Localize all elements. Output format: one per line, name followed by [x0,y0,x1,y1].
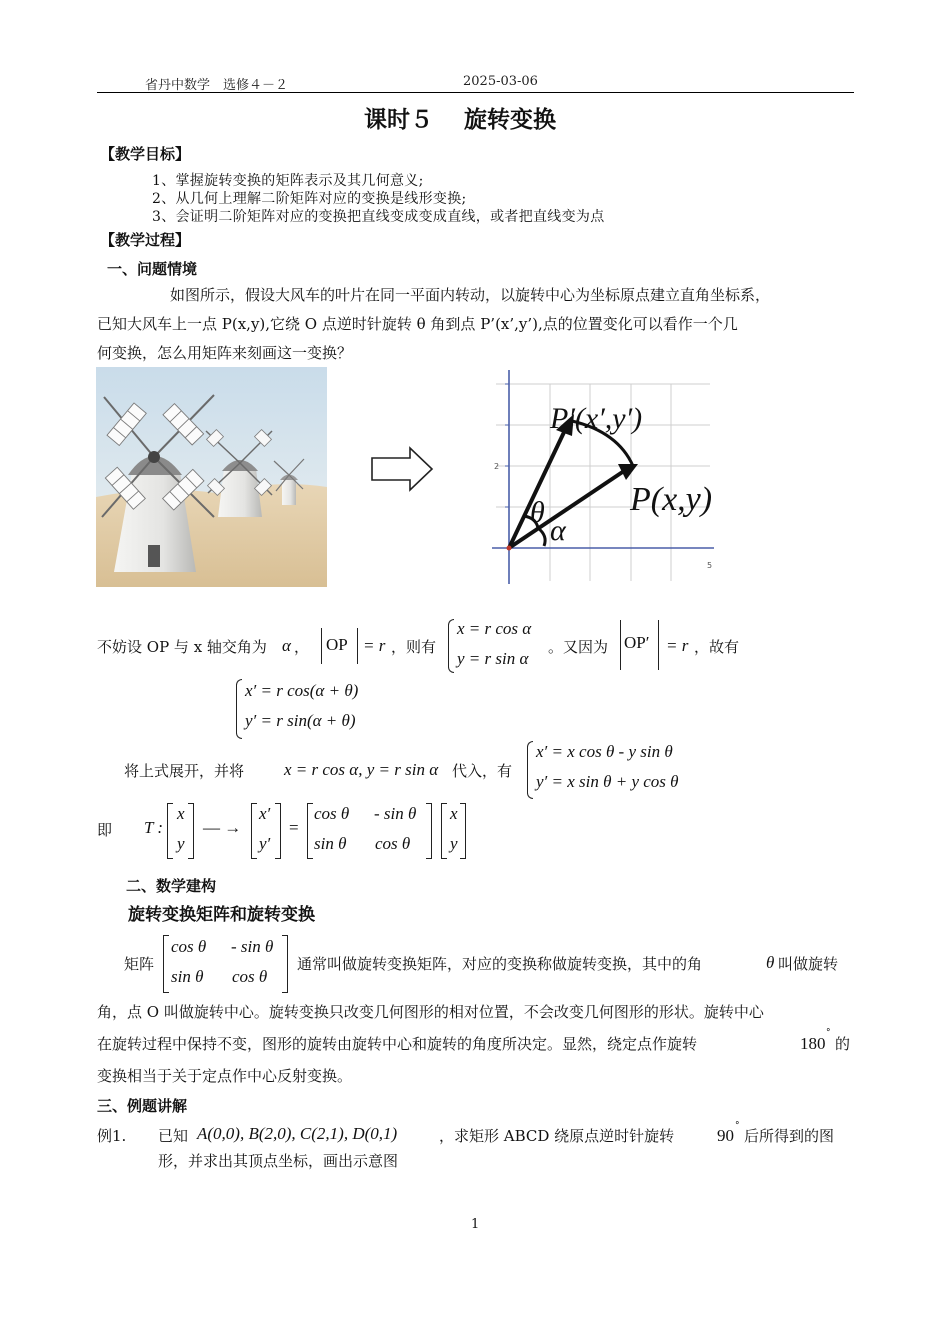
label-alpha: α [550,514,566,547]
tick-y-label: 2 [494,462,500,471]
abs-bar2-left [620,620,621,670]
windmill-picture [96,367,327,587]
vec3-bracket-right [460,803,466,859]
eq-sign: = [289,818,299,837]
example-points: A(0,0), B(2,0), C(2,1), D(0,1) [197,1124,398,1143]
t-label: T : [144,818,164,837]
goals-heading: 【教学目标】 [100,145,191,163]
section1-line-3: 何变换，怎么用矩阵来刻画这一变换？ [97,344,353,362]
matrix-m12: - sin θ [374,804,417,823]
vec1-y: y [177,834,185,853]
vec1-bracket-left [167,803,173,859]
subst-expr: x = r cos α, y = r sin α [284,760,439,779]
matrix-word: 矩阵 [124,955,155,973]
vec2-bracket-left [251,803,257,859]
sys1-line1: x = r cos α [457,619,532,638]
section2-theta: θ [766,953,775,972]
vec1-x: x [177,804,185,823]
header-rule [97,92,854,93]
matrix-bracket-left [307,803,313,859]
matrix-m11: cos θ [314,804,350,823]
sys1-line2: y = r sin α [457,649,529,668]
then-has: ，则有 [391,638,437,656]
deriv-intro: 不妨设 OP 与 x 轴交角为 [97,638,267,656]
abs-bar-left [321,628,322,664]
eq-r: = r [363,636,386,655]
system1-brace [448,619,454,673]
sys3-line2: y′ = x sin θ + y cos θ [536,772,679,791]
section3-heading: 三、例题讲解 [97,1097,188,1115]
example-text-b: ，求矩形 ABCD 绕原点逆时针旋转 [439,1127,675,1145]
matrix-m22: cos θ [375,834,411,853]
example-text-a: 已知 [158,1127,189,1145]
expand-text-a: 将上式展开，并将 [124,762,245,780]
rot-matrix-m21: sin θ [171,967,204,986]
page-title: 课时５ 旋转变换 [364,107,557,133]
rot-matrix-bracket-left [163,935,169,993]
vec3-y: y [450,834,458,853]
goal-item-3: 3、会证明二阶矩阵对应的变换把直线变成变成直线，或者把直线变为点 [152,209,605,225]
section1-line-1: 如图所示，假设大风车的叶片在同一平面内转动，以旋转中心为坐标原点建立直角坐标系， [170,286,771,304]
ji-text: 即 [97,821,113,839]
sys2-line2: y′ = r sin(α + θ) [245,711,356,730]
goal-item-1: 1、掌握旋转变换的矩阵表示及其几何意义; [152,173,424,189]
deriv-alpha: α [282,636,291,655]
vec2-x: x′ [259,804,271,823]
abs-op: OP [326,635,348,654]
rot-matrix-m11: cos θ [171,937,207,956]
section2-heading: 二、数学建构 [126,877,217,895]
system3-brace [527,741,533,799]
eq-r2: = r [666,636,689,655]
goal-item-2: 2、从几何上理解二阶矩阵对应的变换是线形变换; [152,191,467,207]
system2-brace [236,679,242,739]
section1-line-2: 已知大风车上一点 P(x,y),它绕 O 点逆时针旋转 θ 角到点 P’(x’,y’),点的位置变化可以看作一个几 [97,315,738,333]
example-text-c: 后所得到的图 [744,1127,835,1145]
transform-arrow-icon [370,446,436,492]
section2-text-b: 叫做旋转 [778,955,839,973]
map-arrow: — → [203,818,242,837]
deg-sym-90: ° [735,1121,740,1131]
also-text: 。又因为 [548,638,609,656]
section2-text-a: 通常叫做旋转变换矩阵，对应的变换称做旋转变换，其中的角 [297,955,703,973]
vec3-x: x [450,804,458,823]
sys2-line1: x′ = r cos(α + θ) [245,681,359,700]
rotation-figure [478,366,718,588]
section2-line-3b: 的 [835,1035,851,1053]
header-date: 2025-03-06 [463,74,538,89]
rot-matrix-m22: cos θ [232,967,268,986]
deg-sym-180: ° [826,1028,831,1038]
label-p: P(x,y) [630,481,713,518]
sys3-line1: x′ = x cos θ - y sin θ [536,742,673,761]
rot-matrix-bracket-right [282,935,288,993]
page-number: 1 [471,1217,480,1232]
example-line-2: 形，并求出其顶点坐标，画出示意图 [158,1152,399,1170]
matrix-bracket-right [426,803,432,859]
matrix-m21: sin θ [314,834,347,853]
section2-subheading: 旋转变换矩阵和旋转变换 [128,905,315,925]
vec3-bracket-left [441,803,447,859]
vec2-y: y′ [259,834,271,853]
rot-matrix-m12: - sin θ [231,937,274,956]
process-heading: 【教学过程】 [100,231,191,249]
so-text: ，故有 [694,638,740,656]
section2-line-3: 在旋转过程中保持不变，图形的旋转由旋转中心和旋转的角度所决定。显然，绕定点作旋转 [97,1035,698,1053]
deriv-comma: ， [294,638,310,656]
abs-bar2-right [658,620,659,670]
vec1-bracket-right [188,803,194,859]
header-course: 省丹中数学 选修４－２ [145,78,289,93]
abs-op-prime: OP′ [624,633,650,652]
abs-bar-right [357,628,358,664]
deg-90: 90 [717,1126,734,1145]
vec2-bracket-right [275,803,281,859]
section2-line-2: 角，点 O 叫做旋转中心。旋转变换只改变几何图形的相对位置，不会改变几何图形的形状。旋转中心 [97,1003,764,1021]
deg-180: 180 [800,1034,826,1053]
example-label: 例1. [97,1127,127,1145]
tick-x-label: 5 [707,561,713,570]
section1-heading: 一、问题情境 [107,260,198,278]
label-p-prime: P′(x′,y′) [550,402,643,435]
expand-text-b: 代入，有 [452,762,513,780]
section2-line-4: 变换相当于关于定点作中心反射变换。 [97,1067,353,1085]
label-theta: θ [530,496,545,529]
